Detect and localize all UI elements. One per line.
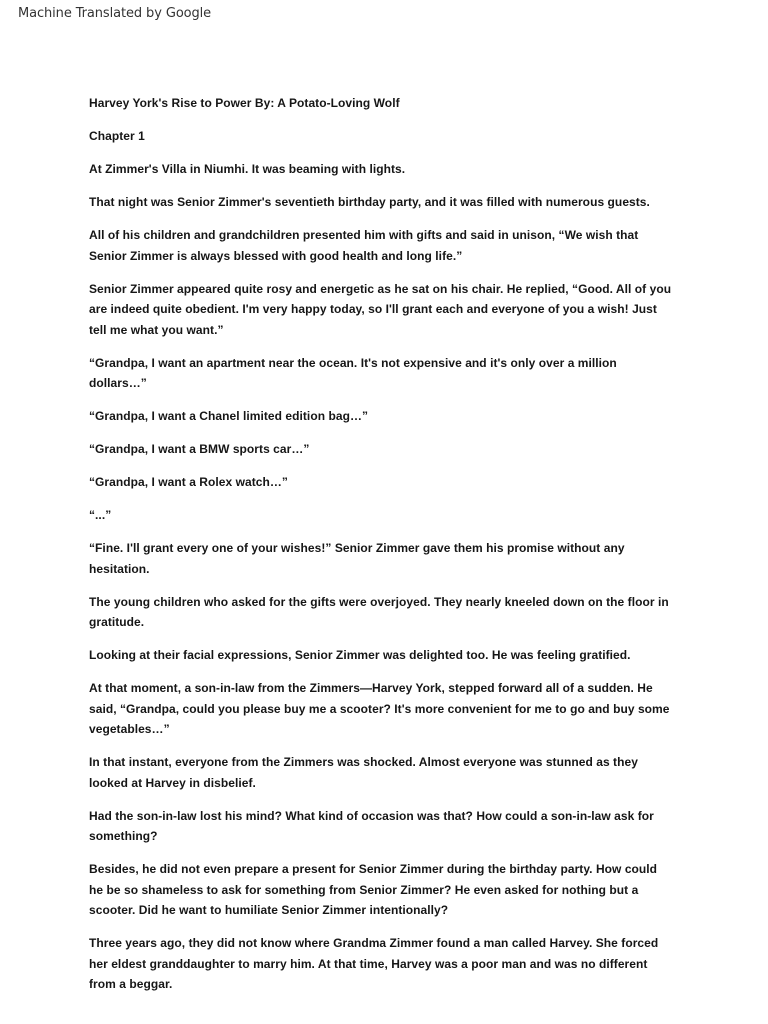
paragraph: All of his children and grandchildren presented him with gifts and said in unison, “We wish that Senior Zimmer is always blessed with good health and long life.” <box>89 228 639 263</box>
paragraph: Three years ago, they did not know where Grandma Zimmer found a man called Harvey. She forced her eldest granddaughter to marry him. At that time, Harvey was a poor man and was no different from a beggar. <box>89 936 659 991</box>
paragraph: That night was Senior Zimmer's seventieth birthday party, and it was filled with numerous guests. <box>89 195 650 209</box>
paragraph: At that moment, a son-in-law from the Zimmers—Harvey York, stepped forward all of a sudden. He said, “Grandpa, could you please buy me a scooter? It's more convenient for me to go and buy some vegetables…” <box>89 681 670 736</box>
document-page <box>89 93 674 1007</box>
paragraph: The young children who asked for the gifts were overjoyed. They nearly kneeled down on the floor in gratitude. <box>89 594 669 629</box>
machine-translation-note: Machine Translated by Google <box>18 6 212 21</box>
paragraph: “Grandpa, I want a Chanel limited edition bag…” <box>89 409 369 423</box>
paragraph: “Grandpa, I want an apartment near the ocean. It's not expensive and it's only over a million dollars…” <box>89 355 617 390</box>
paragraph: Looking at their facial expressions, Senior Zimmer was delighted too. He was feeling gratified. <box>89 648 631 662</box>
paragraph: “Grandpa, I want a Rolex watch…” <box>89 475 288 489</box>
document-title: Harvey York's Rise to Power By: A Potato-Loving Wolf <box>89 96 400 110</box>
paragraph: “Grandpa, I want a BMW sports car…” <box>89 442 310 456</box>
paragraph: Had the son-in-law lost his mind? What kind of occasion was that? How could a son-in-law ask for something? <box>89 808 654 843</box>
paragraph: At Zimmer's Villa in Niumhi. It was beaming with lights. <box>89 162 406 176</box>
paragraph: In that instant, everyone from the Zimmers was shocked. Almost everyone was stunned as they looked at Harvey in disbelief. <box>89 755 638 790</box>
paragraph: Senior Zimmer appeared quite rosy and energetic as he sat on his chair. He replied, “Good. All of you are indeed quite obedient. I'm very happy today, so I'll grant each and everyone of you a wish! Just tell me what you want.” <box>89 281 672 337</box>
chapter-heading: Chapter 1 <box>89 129 145 143</box>
paragraph: “Fine. I'll grant every one of your wishes!” Senior Zimmer gave them his promise without any hesitation. <box>89 541 625 576</box>
paragraph: Besides, he did not even prepare a present for Senior Zimmer during the birthday party. How could he be so shameless to ask for something from Senior Zimmer? He even asked for nothing but a scooter. Did he want to humiliate Senior Zimmer intentionally? <box>89 862 658 917</box>
paragraph: “...” <box>89 508 112 522</box>
